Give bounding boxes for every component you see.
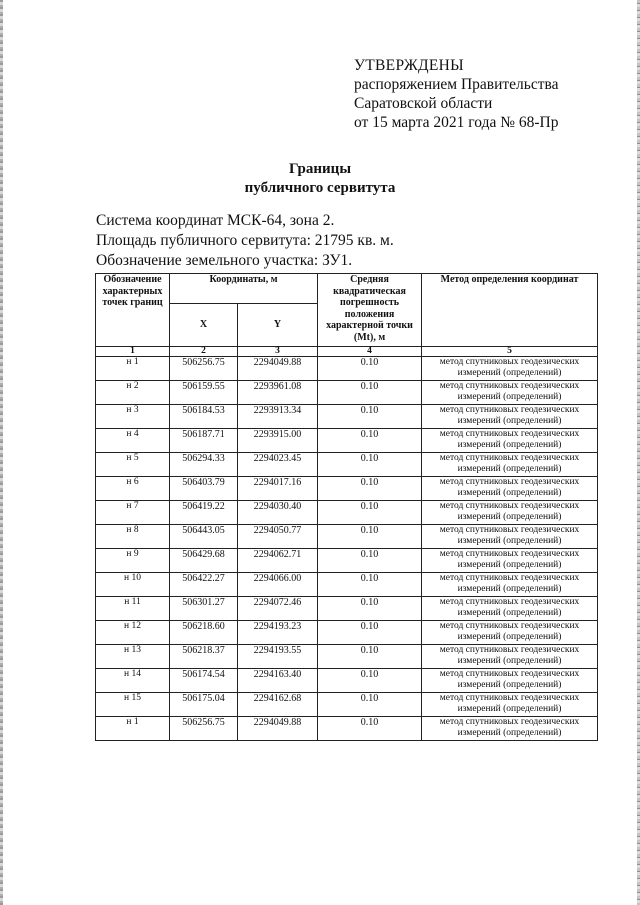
cell-error: 0.10 <box>318 717 422 741</box>
table-row <box>96 693 598 717</box>
cell-x: 506218.60 <box>170 621 238 645</box>
cell-method: метод спутниковых геодезических измерений (определений) <box>422 549 598 573</box>
cell-y: 2293915.00 <box>238 429 318 453</box>
cell-point: н 10 <box>96 573 170 597</box>
cell-y: 2293913.34 <box>238 405 318 429</box>
cell-point: н 8 <box>96 525 170 549</box>
header-point-designation: Обозначение характерных точек границ <box>96 274 170 347</box>
cell-x: 506429.68 <box>170 549 238 573</box>
header-x: X <box>170 304 238 347</box>
column-number: 4 <box>318 347 422 357</box>
cell-x: 506301.27 <box>170 597 238 621</box>
cell-point: н 6 <box>96 477 170 501</box>
cell-error: 0.10 <box>318 501 422 525</box>
cell-point: н 7 <box>96 501 170 525</box>
cell-error: 0.10 <box>318 597 422 621</box>
approval-issuer: распоряжением Правительства <box>354 76 559 93</box>
cell-method: метод спутниковых геодезических измерений (определений) <box>422 597 598 621</box>
table-row <box>96 573 598 597</box>
table-row <box>96 357 598 381</box>
cell-method: метод спутниковых геодезических измерений (определений) <box>422 381 598 405</box>
cell-error: 0.10 <box>318 525 422 549</box>
cell-error: 0.10 <box>318 477 422 501</box>
cell-x: 506294.33 <box>170 453 238 477</box>
cell-y: 2294062.71 <box>238 549 318 573</box>
cell-y: 2294030.40 <box>238 501 318 525</box>
column-number: 5 <box>422 347 598 357</box>
column-number: 2 <box>170 347 238 357</box>
cell-y: 2294193.23 <box>238 621 318 645</box>
scan-edge-left <box>0 0 3 905</box>
cell-x: 506443.05 <box>170 525 238 549</box>
cell-method: метод спутниковых геодезических измерений (определений) <box>422 477 598 501</box>
cell-error: 0.10 <box>318 693 422 717</box>
header-y: Y <box>238 304 318 347</box>
cell-x: 506256.75 <box>170 357 238 381</box>
cell-method: метод спутниковых геодезических измерений (определений) <box>422 621 598 645</box>
cell-point: н 3 <box>96 405 170 429</box>
table-row <box>96 477 598 501</box>
table-row <box>96 549 598 573</box>
cell-error: 0.10 <box>318 453 422 477</box>
cell-x: 506174.54 <box>170 669 238 693</box>
approval-date: от 15 марта 2021 года № 68-Пр <box>354 114 559 131</box>
cell-x: 506159.55 <box>170 381 238 405</box>
cell-y: 2294017.16 <box>238 477 318 501</box>
cell-y: 2294072.46 <box>238 597 318 621</box>
header-coordinates: Координаты, м <box>170 274 318 304</box>
servitude-area: Площадь публичного сервитута: 21795 кв. м. <box>96 232 394 249</box>
table-row <box>96 381 598 405</box>
cell-point: н 11 <box>96 597 170 621</box>
cell-x: 506403.79 <box>170 477 238 501</box>
cell-y: 2294193.55 <box>238 645 318 669</box>
cell-error: 0.10 <box>318 573 422 597</box>
boundary-points-table <box>95 273 598 741</box>
servitude-info <box>96 211 394 271</box>
cell-point: н 14 <box>96 669 170 693</box>
cell-y: 2294023.45 <box>238 453 318 477</box>
cell-point: н 12 <box>96 621 170 645</box>
cell-error: 0.10 <box>318 621 422 645</box>
cell-method: метод спутниковых геодезических измерений (определений) <box>422 405 598 429</box>
title-line-2: публичного сервитута <box>244 180 396 196</box>
cell-method: метод спутниковых геодезических измерений (определений) <box>422 525 598 549</box>
cell-y: 2294163.40 <box>238 669 318 693</box>
header-rms-error <box>318 274 422 347</box>
header-rms-error-text: Средняя квадратическая погрешность положения характерной точки (Mt), м <box>326 274 413 343</box>
cell-y: 2293961.08 <box>238 381 318 405</box>
cell-x: 506175.04 <box>170 693 238 717</box>
cell-method: метод спутниковых геодезических измерений (определений) <box>422 429 598 453</box>
table-row <box>96 669 598 693</box>
cell-method: метод спутниковых геодезических измерений (определений) <box>422 453 598 477</box>
cell-error: 0.10 <box>318 429 422 453</box>
cell-method: метод спутниковых геодезических измерений (определений) <box>422 693 598 717</box>
cell-error: 0.10 <box>318 405 422 429</box>
column-number: 1 <box>96 347 170 357</box>
cell-method: метод спутниковых геодезических измерений (определений) <box>422 573 598 597</box>
table-row <box>96 621 598 645</box>
cell-point: н 9 <box>96 549 170 573</box>
cell-point: н 13 <box>96 645 170 669</box>
cell-x: 506187.71 <box>170 429 238 453</box>
table-row <box>96 429 598 453</box>
cell-x: 506419.22 <box>170 501 238 525</box>
cell-method: метод спутниковых геодезических измерений (определений) <box>422 717 598 741</box>
approval-heading: УТВЕРЖДЕНЫ <box>354 57 464 74</box>
header-method: Метод определения координат <box>422 274 598 347</box>
cell-error: 0.10 <box>318 381 422 405</box>
approval-region: Саратовской области <box>354 95 493 112</box>
land-plot-designation: Обозначение земельного участка: ЗУ1. <box>96 252 353 269</box>
title-line-1: Границы <box>288 161 352 177</box>
cell-error: 0.10 <box>318 669 422 693</box>
cell-method: метод спутниковых геодезических измерений (определений) <box>422 669 598 693</box>
cell-point: н 4 <box>96 429 170 453</box>
cell-y: 2294066.00 <box>238 573 318 597</box>
table-row <box>96 501 598 525</box>
cell-method: метод спутниковых геодезических измерений (определений) <box>422 645 598 669</box>
table-row <box>96 645 598 669</box>
cell-x: 506422.27 <box>170 573 238 597</box>
coordinate-system: Система координат МСК-64, зона 2. <box>96 212 335 229</box>
cell-y: 2294050.77 <box>238 525 318 549</box>
table-row <box>96 597 598 621</box>
cell-point: н 15 <box>96 693 170 717</box>
cell-y: 2294049.88 <box>238 717 318 741</box>
cell-error: 0.10 <box>318 549 422 573</box>
cell-error: 0.10 <box>318 357 422 381</box>
table-row <box>96 405 598 429</box>
table-row <box>96 525 598 549</box>
cell-method: метод спутниковых геодезических измерений (определений) <box>422 501 598 525</box>
table-row <box>96 453 598 477</box>
approval-block <box>354 56 559 132</box>
cell-x: 506184.53 <box>170 405 238 429</box>
cell-y: 2294162.68 <box>238 693 318 717</box>
cell-point: н 1 <box>96 357 170 381</box>
cell-x: 506218.37 <box>170 645 238 669</box>
column-number: 3 <box>238 347 318 357</box>
cell-y: 2294049.88 <box>238 357 318 381</box>
cell-point: н 5 <box>96 453 170 477</box>
table-body <box>96 357 598 741</box>
document-title <box>0 160 640 198</box>
cell-method: метод спутниковых геодезических измерений (определений) <box>422 357 598 381</box>
cell-x: 506256.75 <box>170 717 238 741</box>
table-row <box>96 717 598 741</box>
cell-point: н 2 <box>96 381 170 405</box>
cell-point: н 1 <box>96 717 170 741</box>
cell-error: 0.10 <box>318 645 422 669</box>
